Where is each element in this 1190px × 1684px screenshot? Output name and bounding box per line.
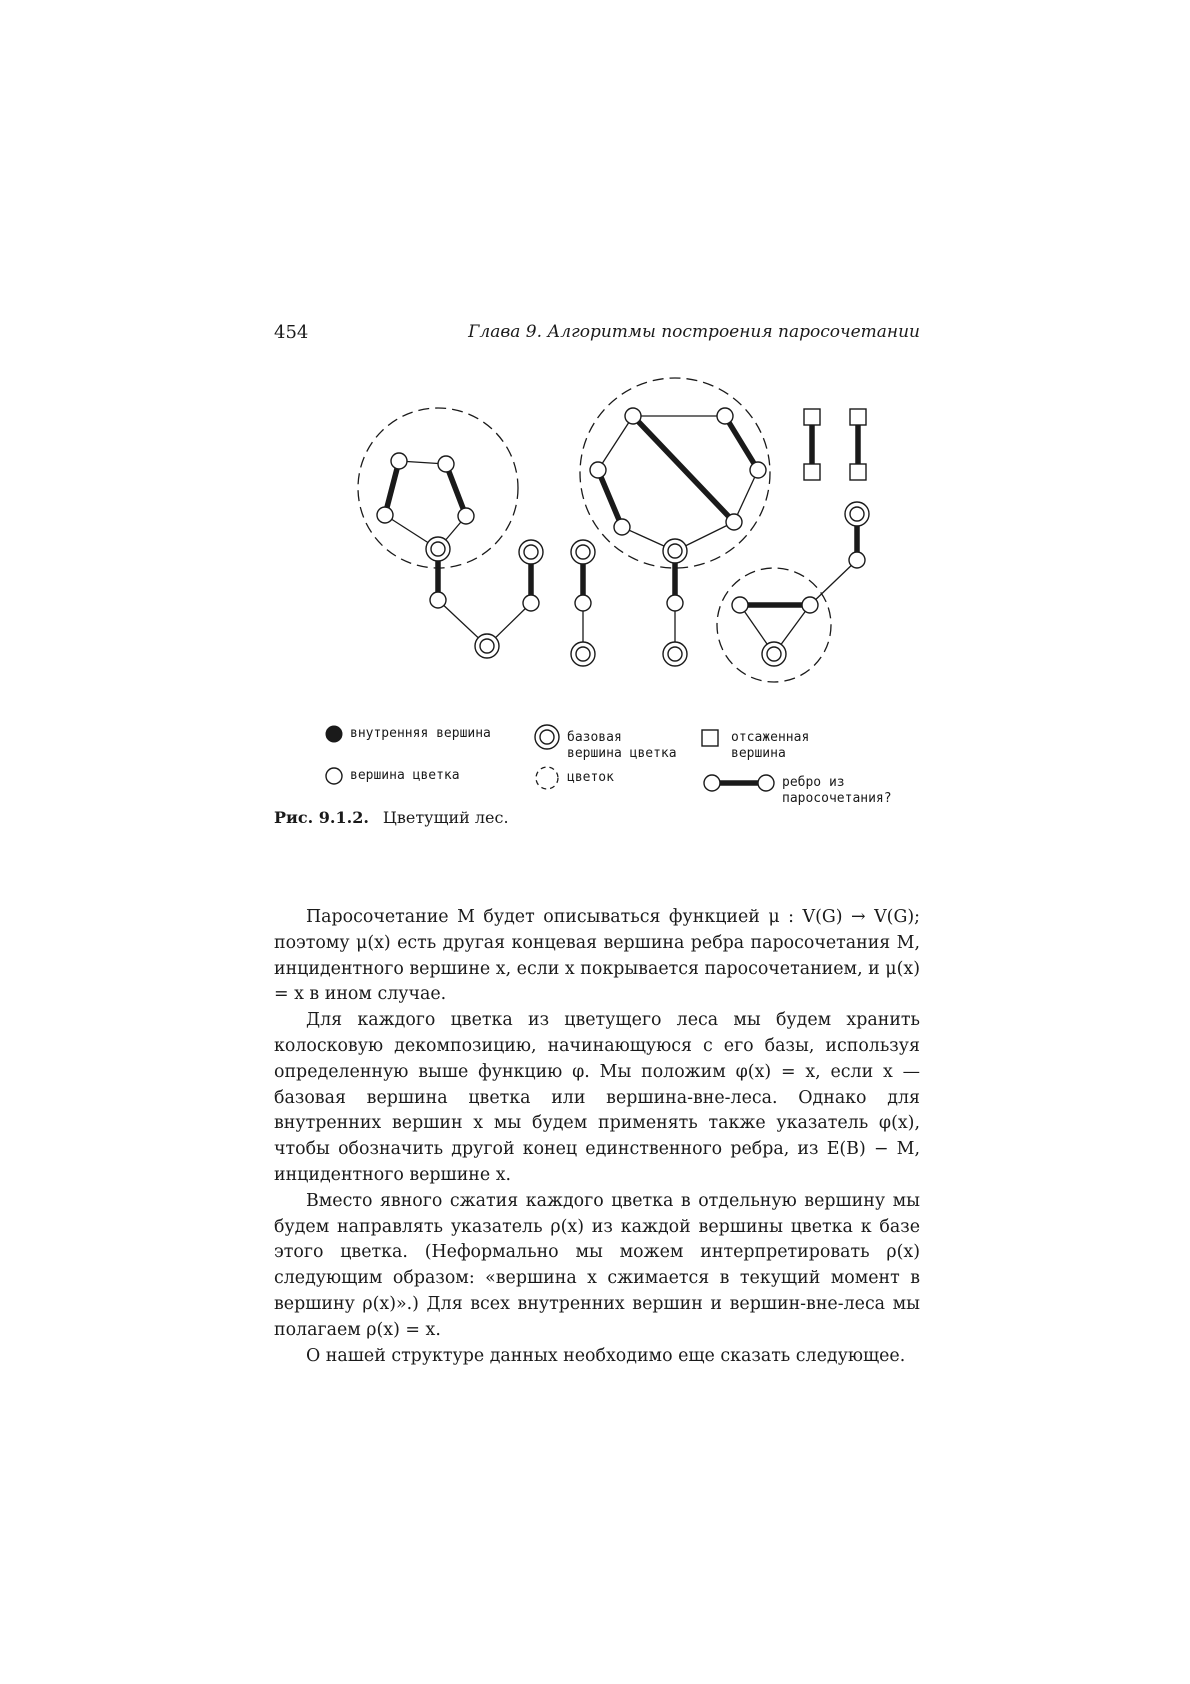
vertex [717, 408, 733, 424]
pruned-vertex [850, 464, 866, 480]
caption-label: Рис. 9.1.2. [274, 808, 369, 827]
vertex [430, 592, 446, 608]
legend-inner-vertex-label: внутренняя вершина [350, 726, 491, 741]
vertex [575, 595, 591, 611]
vertex [625, 408, 641, 424]
blossom-1-edges [385, 461, 531, 646]
vertex [614, 519, 630, 535]
blossom-4-edges [740, 514, 857, 654]
legend-blossom-symbol [536, 767, 558, 789]
pruned-vertex [804, 409, 820, 425]
legend-base-vertex-label: базовая вершина цветка [567, 730, 677, 761]
legend-matching-edge-label: ребро из паросочетания? [782, 775, 892, 806]
base-vertex [663, 539, 687, 563]
page-number: 454 [274, 322, 309, 343]
legend-blossom-vertex-symbol [326, 768, 342, 784]
vertex [523, 595, 539, 611]
vertex [458, 508, 474, 524]
base-vertex [663, 642, 687, 666]
legend-blossom-vertex-label: вершина цветка [350, 768, 460, 783]
vertex [726, 514, 742, 530]
paragraph: Вместо явного сжатия каждого цветка в отдельную вершину мы будем направлять указатель ρ(x) из каждой вершины цветка к базе этого цветка. (Неформально мы можем интерпретировать ρ(x) следующим образом: «вершина x сжимается в текущий момент в вершину ρ(x)».) Для всех внутренних вершин и вершин-вне-леса мы полагаем ρ(x) = x. [274, 1190, 921, 1340]
base-vertex [762, 642, 786, 666]
vertex [438, 456, 454, 472]
caption-text: Цветущий лес. [382, 808, 509, 827]
pruned-vertex [850, 409, 866, 425]
base-vertex [519, 540, 543, 564]
vertex [849, 552, 865, 568]
vertex [377, 507, 393, 523]
legend-pruned-vertex-label: отсаженная вершина [731, 730, 810, 761]
vertex [590, 462, 606, 478]
running-title: Глава 9. Алгоритмы построения паросочетании [468, 322, 920, 342]
legend-blossom-label: цветок [567, 770, 614, 785]
figure-caption [274, 808, 509, 827]
base-vertex [571, 642, 595, 666]
paragraph: Паросочетание M будет описываться функцией μ : V(G) → V(G); поэтому μ(x) есть другая концевая вершина ребра паросочетания M, инцидентного вершине x, если x покрывается паросочетанием, и μ(x) = x в ином случае. [274, 907, 920, 1005]
base-vertex [571, 540, 595, 564]
vertex [750, 462, 766, 478]
pruned-edges [812, 425, 858, 464]
base-vertex [845, 502, 869, 526]
body-text [274, 905, 920, 1369]
vertex [391, 453, 407, 469]
vertex [802, 597, 818, 613]
legend-inner-vertex-symbol [326, 726, 342, 742]
base-vertex [426, 537, 450, 561]
vertex [732, 597, 748, 613]
vertex [667, 595, 683, 611]
pruned-vertex [804, 464, 820, 480]
base-vertex [475, 634, 499, 658]
legend-pruned-vertex-symbol [702, 730, 718, 746]
paragraph: Для каждого цветка из цветущего леса мы будем хранить колосковую декомпозицию, начинающуюся с его базы, используя определенную выше функцию φ. Мы положим φ(x) = x, если x — базовая вершина цветка или вершина-вне-леса. Однако для внутренних вершин x мы будем применять также указатель φ(x), чтобы обозначить другой конец единственного ребра, из E(B) − M, инцидентного вершине x. [274, 1010, 920, 1185]
paragraph: О нашей структуре данных необходимо еще сказать следующее. [306, 1345, 906, 1366]
